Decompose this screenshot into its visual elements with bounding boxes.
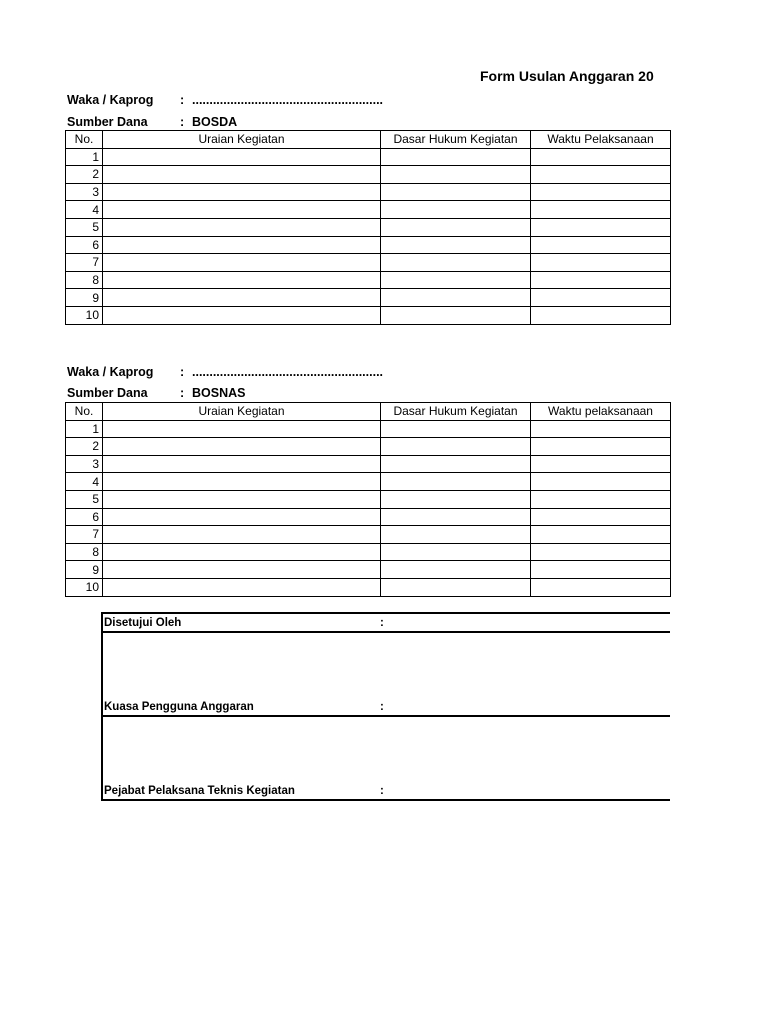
- cell-dasar-hukum[interactable]: [381, 218, 531, 236]
- cell-uraian[interactable]: [103, 218, 381, 236]
- row-number: 3: [66, 455, 103, 473]
- cell-dasar-hukum[interactable]: [381, 289, 531, 307]
- row-number: 7: [66, 254, 103, 272]
- row-number: 4: [66, 473, 103, 491]
- table-row: [66, 473, 671, 491]
- cell-waktu[interactable]: [531, 490, 671, 508]
- table-row: [66, 148, 671, 166]
- cell-dasar-hukum[interactable]: [381, 201, 531, 219]
- table-row: [66, 271, 671, 289]
- cell-waktu[interactable]: [531, 183, 671, 201]
- cell-uraian[interactable]: [103, 490, 381, 508]
- waka-label-1: Waka / Kaprog: [67, 93, 154, 107]
- disetujui-colon: :: [380, 617, 384, 629]
- table-row: [66, 561, 671, 579]
- cell-waktu[interactable]: [531, 526, 671, 544]
- cell-uraian[interactable]: [103, 578, 381, 596]
- cell-waktu[interactable]: [531, 420, 671, 438]
- cell-waktu[interactable]: [531, 218, 671, 236]
- cell-dasar-hukum[interactable]: [381, 420, 531, 438]
- table-row: [66, 201, 671, 219]
- cell-dasar-hukum[interactable]: [381, 183, 531, 201]
- approval-block: [101, 612, 670, 801]
- table-row: [66, 420, 671, 438]
- table-row: [66, 183, 671, 201]
- cell-waktu[interactable]: [531, 271, 671, 289]
- row-number: 2: [66, 166, 103, 184]
- row-number: 3: [66, 183, 103, 201]
- cell-dasar-hukum[interactable]: [381, 473, 531, 491]
- cell-waktu[interactable]: [531, 508, 671, 526]
- col-header-dasar-hukum: Dasar Hukum Kegiatan: [381, 403, 531, 421]
- sumber-dana-label-2: Sumber Dana: [67, 386, 148, 400]
- row-number: 9: [66, 289, 103, 307]
- approval-bottom-border: [101, 799, 670, 801]
- cell-uraian[interactable]: [103, 306, 381, 324]
- col-header-uraian: Uraian Kegiatan: [103, 131, 381, 149]
- col-header-waktu: Waktu pelaksanaan: [531, 403, 671, 421]
- table-row: [66, 218, 671, 236]
- table-row: [66, 289, 671, 307]
- cell-uraian[interactable]: [103, 473, 381, 491]
- col-header-dasar-hukum: Dasar Hukum Kegiatan: [381, 131, 531, 149]
- cell-uraian[interactable]: [103, 508, 381, 526]
- table-row: [66, 578, 671, 596]
- cell-waktu[interactable]: [531, 561, 671, 579]
- cell-uraian[interactable]: [103, 543, 381, 561]
- table-header-row: [66, 403, 671, 421]
- cell-waktu[interactable]: [531, 166, 671, 184]
- budget-table-bosnas: [65, 402, 671, 597]
- table-row: [66, 306, 671, 324]
- cell-waktu[interactable]: [531, 543, 671, 561]
- pejabat-colon: :: [380, 785, 384, 797]
- table-row: [66, 166, 671, 184]
- cell-waktu[interactable]: [531, 438, 671, 456]
- cell-uraian[interactable]: [103, 455, 381, 473]
- cell-uraian[interactable]: [103, 289, 381, 307]
- budget-table-bosda: [65, 130, 671, 325]
- col-header-uraian: Uraian Kegiatan: [103, 403, 381, 421]
- table-row: [66, 526, 671, 544]
- kuasa-pengguna-anggaran-label: Kuasa Pengguna Anggaran: [104, 701, 254, 713]
- cell-dasar-hukum[interactable]: [381, 561, 531, 579]
- row-number: 4: [66, 201, 103, 219]
- cell-uraian[interactable]: [103, 271, 381, 289]
- cell-dasar-hukum[interactable]: [381, 306, 531, 324]
- cell-waktu[interactable]: [531, 578, 671, 596]
- col-header-no: No.: [66, 131, 103, 149]
- col-header-no: No.: [66, 403, 103, 421]
- waka-colon-2: :: [180, 365, 185, 379]
- row-number: 10: [66, 578, 103, 596]
- cell-dasar-hukum[interactable]: [381, 166, 531, 184]
- cell-waktu[interactable]: [531, 289, 671, 307]
- row-number: 6: [66, 236, 103, 254]
- row-number: 5: [66, 218, 103, 236]
- cell-waktu[interactable]: [531, 236, 671, 254]
- sumber-dana-value-1: BOSDA: [192, 115, 238, 129]
- table-header-row: [66, 131, 671, 149]
- row-number: 1: [66, 148, 103, 166]
- row-number: 7: [66, 526, 103, 544]
- cell-waktu[interactable]: [531, 306, 671, 324]
- cell-uraian[interactable]: [103, 148, 381, 166]
- cell-dasar-hukum[interactable]: [381, 578, 531, 596]
- approval-top-border: [101, 612, 670, 614]
- cell-dasar-hukum[interactable]: [381, 438, 531, 456]
- cell-dasar-hukum[interactable]: [381, 490, 531, 508]
- table-row: [66, 508, 671, 526]
- cell-dasar-hukum[interactable]: [381, 543, 531, 561]
- cell-waktu[interactable]: [531, 148, 671, 166]
- waka-value-2: .......................................................: [192, 365, 384, 379]
- form-title: Form Usulan Anggaran 20: [480, 68, 654, 84]
- disetujui-label: Disetujui Oleh: [104, 617, 182, 629]
- approval-divider-1: [101, 631, 670, 633]
- row-number: 5: [66, 490, 103, 508]
- row-number: 1: [66, 420, 103, 438]
- cell-waktu[interactable]: [531, 254, 671, 272]
- cell-uraian[interactable]: [103, 438, 381, 456]
- sumber-dana-colon-2: :: [180, 386, 185, 400]
- sumber-dana-value-2: BOSNAS: [192, 386, 246, 400]
- table-row: [66, 438, 671, 456]
- cell-dasar-hukum[interactable]: [381, 526, 531, 544]
- pejabat-pelaksana-label: Pejabat Pelaksana Teknis Kegiatan: [104, 785, 295, 797]
- approval-left-border: [101, 612, 103, 801]
- row-number: 6: [66, 508, 103, 526]
- table-row: [66, 543, 671, 561]
- cell-dasar-hukum[interactable]: [381, 455, 531, 473]
- waka-colon-1: :: [180, 93, 185, 107]
- cell-uraian[interactable]: [103, 166, 381, 184]
- cell-dasar-hukum[interactable]: [381, 148, 531, 166]
- waka-label-2: Waka / Kaprog: [67, 365, 154, 379]
- cell-uraian[interactable]: [103, 201, 381, 219]
- row-number: 2: [66, 438, 103, 456]
- table-row: [66, 490, 671, 508]
- cell-waktu[interactable]: [531, 455, 671, 473]
- row-number: 10: [66, 306, 103, 324]
- cell-uraian[interactable]: [103, 526, 381, 544]
- cell-waktu[interactable]: [531, 473, 671, 491]
- row-number: 9: [66, 561, 103, 579]
- sumber-dana-colon-1: :: [180, 115, 185, 129]
- kuasa-colon: :: [380, 701, 384, 713]
- sumber-dana-label-1: Sumber Dana: [67, 115, 148, 129]
- cell-dasar-hukum[interactable]: [381, 271, 531, 289]
- cell-waktu[interactable]: [531, 201, 671, 219]
- row-number: 8: [66, 543, 103, 561]
- cell-uraian[interactable]: [103, 254, 381, 272]
- col-header-waktu: Waktu Pelaksanaan: [531, 131, 671, 149]
- cell-uraian[interactable]: [103, 420, 381, 438]
- cell-dasar-hukum[interactable]: [381, 236, 531, 254]
- table-row: [66, 455, 671, 473]
- approval-divider-2: [101, 715, 670, 717]
- cell-uraian[interactable]: [103, 183, 381, 201]
- row-number: 8: [66, 271, 103, 289]
- cell-uraian[interactable]: [103, 236, 381, 254]
- waka-value-1: .......................................................: [192, 93, 384, 107]
- cell-dasar-hukum[interactable]: [381, 254, 531, 272]
- table-row: [66, 236, 671, 254]
- cell-dasar-hukum[interactable]: [381, 508, 531, 526]
- table-row: [66, 254, 671, 272]
- cell-uraian[interactable]: [103, 561, 381, 579]
